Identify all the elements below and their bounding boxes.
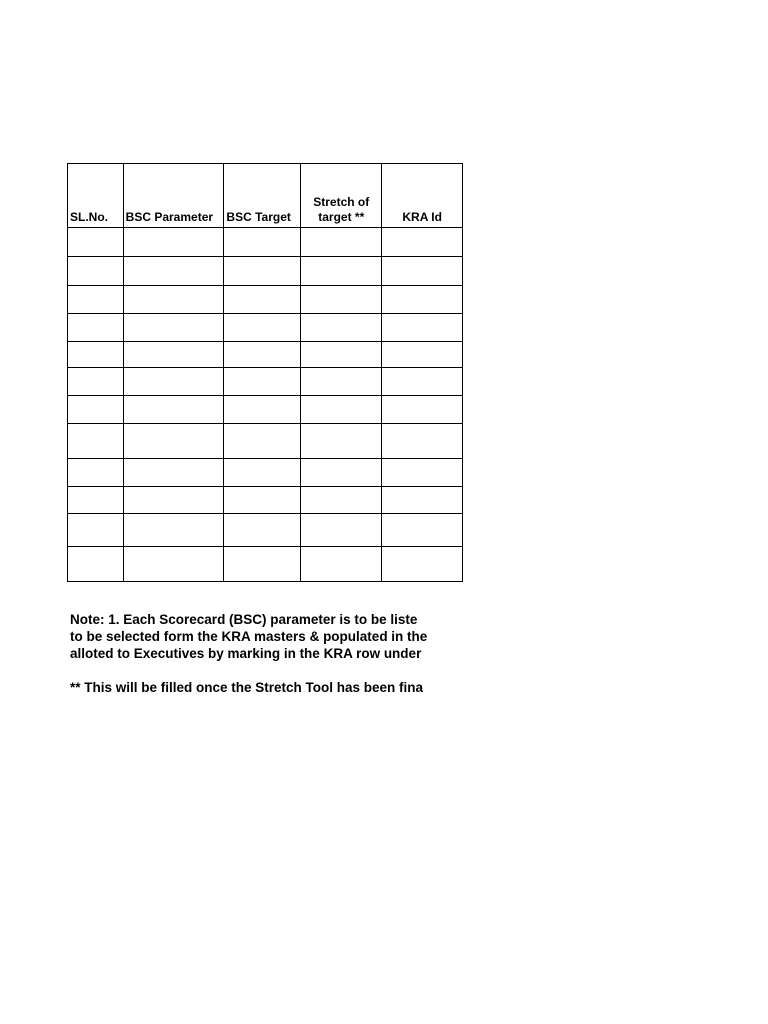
table-cell[interactable] xyxy=(301,547,382,582)
table-cell[interactable] xyxy=(301,257,382,286)
table-cell[interactable] xyxy=(224,257,301,286)
header-bsc-parameter: BSC Parameter xyxy=(123,164,224,228)
table-cell[interactable] xyxy=(382,368,463,396)
table-cell[interactable] xyxy=(123,514,224,547)
table-cell[interactable] xyxy=(224,514,301,547)
table-cell[interactable] xyxy=(68,396,124,424)
table-cell[interactable] xyxy=(382,547,463,582)
table-cell[interactable] xyxy=(382,514,463,547)
table-cell[interactable] xyxy=(301,368,382,396)
note-line-2: to be selected form the KRA masters & populated in the xyxy=(70,629,428,644)
table-cell[interactable] xyxy=(123,424,224,459)
table-cell[interactable] xyxy=(301,514,382,547)
table-cell[interactable] xyxy=(68,257,124,286)
table-cell[interactable] xyxy=(301,228,382,257)
header-sl-no: SL.No. xyxy=(68,164,124,228)
table-cell[interactable] xyxy=(382,257,463,286)
table-cell[interactable] xyxy=(68,314,124,342)
table-row xyxy=(68,314,463,342)
table-cell[interactable] xyxy=(224,396,301,424)
table-row xyxy=(68,257,463,286)
table-cell[interactable] xyxy=(123,342,224,368)
table-cell[interactable] xyxy=(301,314,382,342)
note-line-1: Note: 1. Each Scorecard (BSC) parameter is to be liste xyxy=(70,612,418,627)
table-cell[interactable] xyxy=(382,487,463,514)
table-cell[interactable] xyxy=(123,286,224,314)
table-row xyxy=(68,228,463,257)
table-cell[interactable] xyxy=(123,396,224,424)
table-row xyxy=(68,487,463,514)
table-cell[interactable] xyxy=(382,314,463,342)
table-cell[interactable] xyxy=(68,228,124,257)
notes-section xyxy=(70,611,463,696)
table-cell[interactable] xyxy=(224,368,301,396)
table-cell[interactable] xyxy=(382,459,463,487)
table-cell[interactable] xyxy=(224,314,301,342)
table-cell[interactable] xyxy=(68,547,124,582)
table-cell[interactable] xyxy=(123,228,224,257)
table-cell[interactable] xyxy=(224,228,301,257)
table-cell[interactable] xyxy=(123,368,224,396)
table-cell[interactable] xyxy=(301,459,382,487)
table-row xyxy=(68,459,463,487)
table-cell[interactable] xyxy=(68,368,124,396)
table-row xyxy=(68,547,463,582)
table-cell[interactable] xyxy=(224,459,301,487)
table-header-row xyxy=(68,164,463,228)
table-cell[interactable] xyxy=(301,396,382,424)
table-cell[interactable] xyxy=(224,286,301,314)
table-cell[interactable] xyxy=(68,424,124,459)
table-cell[interactable] xyxy=(301,342,382,368)
table-row xyxy=(68,342,463,368)
table-cell[interactable] xyxy=(382,342,463,368)
table-cell[interactable] xyxy=(68,487,124,514)
table-row xyxy=(68,424,463,459)
table-cell[interactable] xyxy=(123,257,224,286)
table-cell[interactable] xyxy=(224,547,301,582)
table-cell[interactable] xyxy=(123,314,224,342)
note-line-4: ** This will be filled once the Stretch Tool has been fina xyxy=(70,680,424,695)
table-cell[interactable] xyxy=(68,286,124,314)
table-row xyxy=(68,514,463,547)
table-cell[interactable] xyxy=(382,396,463,424)
table-cell[interactable] xyxy=(224,487,301,514)
table-cell[interactable] xyxy=(301,286,382,314)
table-row xyxy=(68,396,463,424)
table-cell[interactable] xyxy=(301,424,382,459)
table-cell[interactable] xyxy=(224,342,301,368)
table-cell[interactable] xyxy=(224,424,301,459)
table-cell[interactable] xyxy=(382,424,463,459)
table-cell[interactable] xyxy=(123,459,224,487)
table-cell[interactable] xyxy=(301,487,382,514)
table-cell[interactable] xyxy=(68,514,124,547)
note-line-3: alloted to Executives by marking in the KRA row under xyxy=(70,646,422,661)
header-stretch-of-target: Stretch of target ** xyxy=(301,164,382,228)
bsc-table xyxy=(67,163,463,582)
table-cell[interactable] xyxy=(123,487,224,514)
header-bsc-target: BSC Target xyxy=(224,164,301,228)
table-row xyxy=(68,368,463,396)
header-kra-id: KRA Id xyxy=(382,164,463,228)
table-cell[interactable] xyxy=(68,459,124,487)
table-body xyxy=(68,228,463,582)
table-cell[interactable] xyxy=(123,547,224,582)
table-cell[interactable] xyxy=(68,342,124,368)
table-cell[interactable] xyxy=(382,228,463,257)
table-cell[interactable] xyxy=(382,286,463,314)
table-row xyxy=(68,286,463,314)
